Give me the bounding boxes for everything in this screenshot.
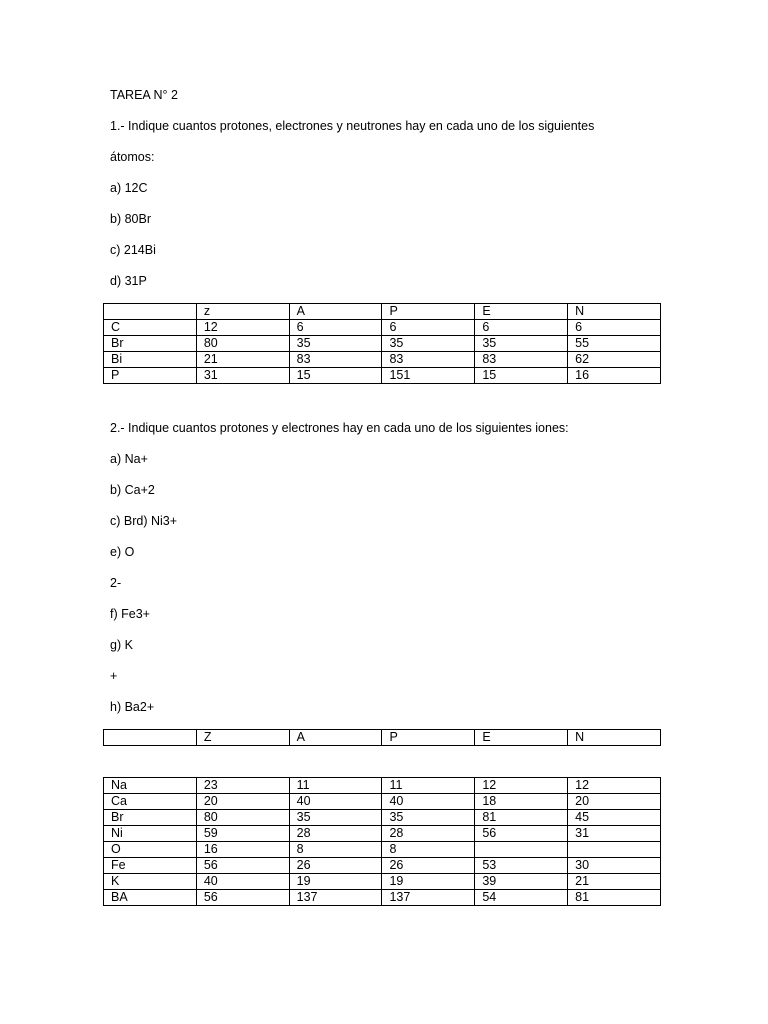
table-cell: Ni	[104, 826, 197, 842]
table-cell: 83	[475, 352, 568, 368]
table-cell: 45	[568, 810, 661, 826]
table-cell: BA	[104, 890, 197, 906]
question-1-item: a) 12C	[110, 181, 148, 195]
question-2-item: c) Brd) Ni3+	[110, 514, 178, 528]
table-cell: 20	[568, 794, 661, 810]
table-header-cell: E	[475, 730, 568, 746]
table-header-row	[104, 304, 661, 320]
table-header-cell: N	[568, 304, 661, 320]
question-1-item: c) 214Bi	[110, 243, 156, 257]
question-2-item: +	[110, 669, 118, 683]
table-header-cell: P	[382, 304, 475, 320]
table-cell: 20	[196, 794, 289, 810]
question-2-item: b) Ca+2	[110, 483, 155, 497]
table-header-row	[104, 730, 661, 746]
table-cell: Na	[104, 778, 197, 794]
table-cell: 12	[568, 778, 661, 794]
table-cell: 18	[475, 794, 568, 810]
table-cell: 80	[196, 810, 289, 826]
table-row	[104, 336, 661, 352]
question-2-line-1: 2.- Indique cuantos protones y electrones hay en cada uno de los siguientes iones:	[110, 421, 569, 435]
table-cell: 35	[289, 810, 382, 826]
table-header-cell: N	[568, 730, 661, 746]
table-cell: 137	[289, 890, 382, 906]
table-cell: 54	[475, 890, 568, 906]
table-cell: 81	[568, 890, 661, 906]
table-cell: 30	[568, 858, 661, 874]
document-title: TAREA N° 2	[110, 88, 178, 102]
table-cell: 35	[475, 336, 568, 352]
question-2-item: h) Ba2+	[110, 700, 155, 714]
table-cell: 6	[382, 320, 475, 336]
table-cell: 8	[289, 842, 382, 858]
table-cell: C	[104, 320, 197, 336]
table-cell: K	[104, 874, 197, 890]
table-cell: Fe	[104, 858, 197, 874]
table-cell: 15	[289, 368, 382, 384]
table-cell: 28	[382, 826, 475, 842]
table-row	[104, 794, 661, 810]
table-header-cell: E	[475, 304, 568, 320]
table-cell: Br	[104, 336, 197, 352]
table-row	[104, 352, 661, 368]
table-cell: Bi	[104, 352, 197, 368]
table-cell	[475, 842, 568, 858]
table-cell: 31	[568, 826, 661, 842]
table-cell: 6	[475, 320, 568, 336]
table-cell: 23	[196, 778, 289, 794]
table-ions-header	[103, 729, 661, 746]
table-cell: 56	[475, 826, 568, 842]
table-header-cell: P	[382, 730, 475, 746]
table-cell: 39	[475, 874, 568, 890]
table-cell: 12	[196, 320, 289, 336]
table-cell: O	[104, 842, 197, 858]
table-atoms	[103, 303, 661, 384]
table-cell: 26	[289, 858, 382, 874]
table-cell: 56	[196, 858, 289, 874]
table-cell: 81	[475, 810, 568, 826]
table-header-cell: Z	[196, 730, 289, 746]
table-header-cell	[104, 730, 197, 746]
table-cell: 151	[382, 368, 475, 384]
table-cell: 40	[289, 794, 382, 810]
table-cell: 59	[196, 826, 289, 842]
table-cell: 40	[196, 874, 289, 890]
question-2-item: e) O	[110, 545, 135, 559]
table-cell: 19	[382, 874, 475, 890]
table-ions	[103, 777, 661, 906]
table-row	[104, 810, 661, 826]
table-cell: 55	[568, 336, 661, 352]
table-row	[104, 368, 661, 384]
table-cell: 11	[382, 778, 475, 794]
table-cell: 35	[289, 336, 382, 352]
table-cell	[568, 842, 661, 858]
table-cell: 8	[382, 842, 475, 858]
table-cell: 12	[475, 778, 568, 794]
table-cell: 53	[475, 858, 568, 874]
question-1-item: d) 31P	[110, 274, 147, 288]
question-2-item: f) Fe3+	[110, 607, 150, 621]
table-cell: 21	[568, 874, 661, 890]
table-cell: 35	[382, 810, 475, 826]
table-cell: 40	[382, 794, 475, 810]
question-1-line-1: 1.- Indique cuantos protones, electrones y neutrones hay en cada uno de los siguientes	[110, 119, 595, 133]
table-row	[104, 874, 661, 890]
table-cell: Ca	[104, 794, 197, 810]
question-1-line-2: átomos:	[110, 150, 155, 164]
table-cell: 6	[568, 320, 661, 336]
question-2-item: a) Na+	[110, 452, 148, 466]
table-cell: 137	[382, 890, 475, 906]
table-cell: 56	[196, 890, 289, 906]
question-2-item: 2-	[110, 576, 122, 590]
table-row	[104, 826, 661, 842]
table-cell: 80	[196, 336, 289, 352]
question-2-item: g) K	[110, 638, 133, 652]
table-header-cell: A	[289, 304, 382, 320]
table-cell: 21	[196, 352, 289, 368]
table-cell: 15	[475, 368, 568, 384]
question-1-item: b) 80Br	[110, 212, 151, 226]
table-cell: P	[104, 368, 197, 384]
table-cell: 83	[382, 352, 475, 368]
table-cell: 35	[382, 336, 475, 352]
table-header-cell	[104, 304, 197, 320]
table-row	[104, 842, 661, 858]
table-row	[104, 778, 661, 794]
table-row	[104, 320, 661, 336]
table-cell: 16	[196, 842, 289, 858]
table-row	[104, 858, 661, 874]
table-cell: 6	[289, 320, 382, 336]
table-cell: Br	[104, 810, 197, 826]
table-header-cell: A	[289, 730, 382, 746]
table-cell: 31	[196, 368, 289, 384]
table-header-cell: z	[196, 304, 289, 320]
table-row	[104, 890, 661, 906]
table-cell: 11	[289, 778, 382, 794]
table-cell: 83	[289, 352, 382, 368]
table-cell: 26	[382, 858, 475, 874]
table-cell: 62	[568, 352, 661, 368]
table-cell: 28	[289, 826, 382, 842]
table-cell: 19	[289, 874, 382, 890]
table-cell: 16	[568, 368, 661, 384]
